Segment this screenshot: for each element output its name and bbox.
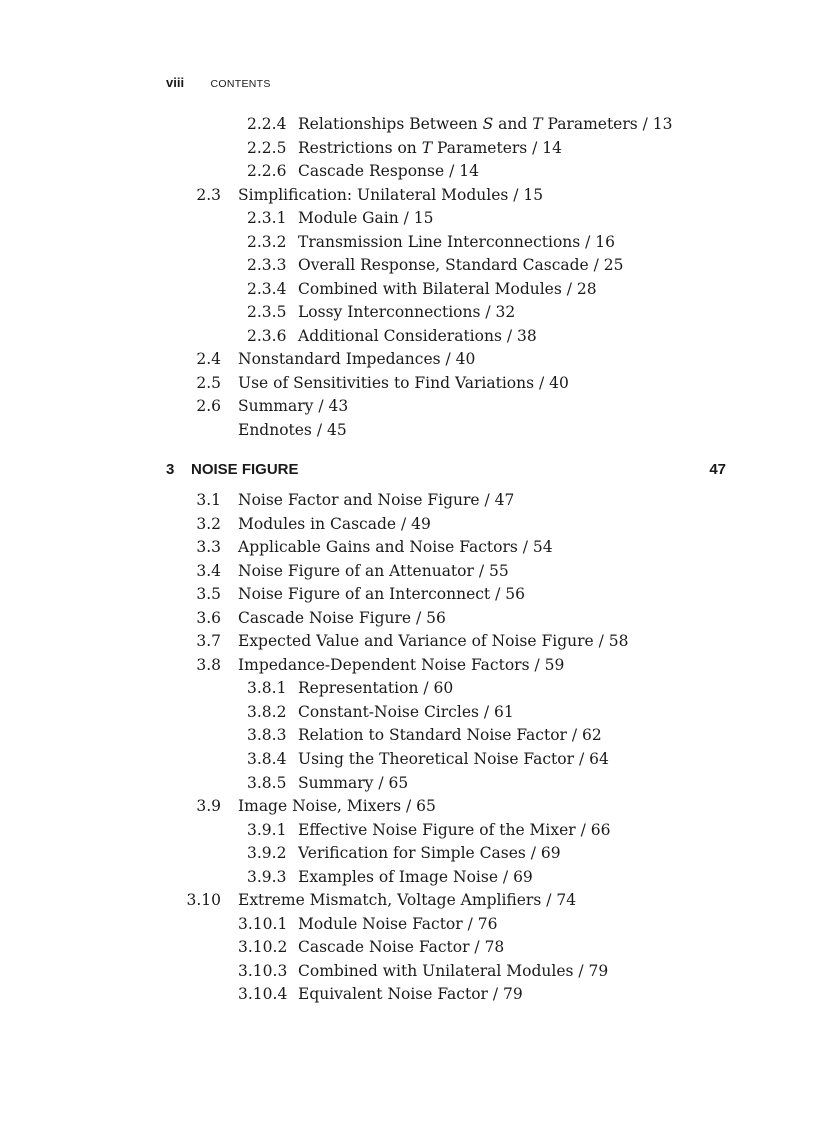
toc-entry-title: Equivalent Noise Factor / 79	[298, 985, 523, 1003]
toc-entry-title: Extreme Mismatch, Voltage Amplifiers / 74	[238, 891, 577, 909]
toc-entry-number: 3.8.2	[247, 703, 287, 721]
toc-entry-title: Module Gain / 15	[298, 209, 434, 227]
toc-entry-number: 2.3.5	[247, 303, 287, 321]
toc-entry-title: Use of Sensitivities to Find Variations / 40	[238, 374, 569, 392]
toc-entry-number: 2.2.5	[247, 139, 287, 157]
toc-entry-number: 3.4	[196, 562, 221, 580]
toc-entry-title: Simplification: Unilateral Modules / 15	[238, 186, 544, 204]
toc-entry-title: Expected Value and Variance of Noise Figure / 58	[238, 632, 629, 650]
toc-entry-number: 3.6	[196, 609, 221, 627]
toc-entry-title: Relation to Standard Noise Factor / 62	[298, 726, 602, 744]
toc-entry-number: 3.10.4	[238, 985, 288, 1003]
toc-entry-number: 2.3.6	[247, 327, 287, 345]
toc-entry-title: Applicable Gains and Noise Factors / 54	[238, 538, 553, 556]
toc-entry-number: 3.3	[196, 538, 221, 556]
toc-entry-title: Restrictions on T Parameters / 14	[298, 139, 563, 157]
toc-entry-number: 3.9.3	[247, 868, 287, 886]
toc-entry-number: 2.4	[196, 350, 221, 368]
page-number: viii	[166, 75, 185, 90]
toc-entry-number: 3.2	[196, 515, 221, 533]
toc-entry-title: Impedance-Dependent Noise Factors / 59	[238, 656, 565, 674]
running-head-label: CONTENTS	[210, 78, 271, 90]
toc-entry-title: Relationships Between S and T Parameters / 13	[298, 115, 673, 133]
toc-entry-title: Cascade Response / 14	[298, 162, 479, 180]
toc-entry-title: Overall Response, Standard Cascade / 25	[298, 256, 624, 274]
toc-entry-number: 3.8.1	[247, 679, 287, 697]
running-head	[166, 74, 271, 92]
toc-entry-number: 2.3.3	[247, 256, 287, 274]
toc-entry-title: Cascade Noise Factor / 78	[298, 938, 505, 956]
toc-entry-number: 3.9.2	[247, 844, 287, 862]
toc-entry-title: Constant-Noise Circles / 61	[298, 703, 514, 721]
toc-entry-number: 3.10	[186, 891, 221, 909]
toc-entry-number: 2.3.4	[247, 280, 287, 298]
toc-entry-title: Summary / 43	[238, 397, 349, 415]
toc-entry-number: 3.8	[196, 656, 221, 674]
toc-entry-title: Modules in Cascade / 49	[238, 515, 431, 533]
toc-entry-number: 2.5	[196, 374, 221, 392]
toc-entry-number: 3.8.5	[247, 774, 287, 792]
toc-entry-number: 3.8.3	[247, 726, 287, 744]
toc-entry-number: 2.6	[196, 397, 221, 415]
toc-entry-title: Effective Noise Figure of the Mixer / 66	[298, 821, 611, 839]
toc-entry-number: 3.10.1	[238, 915, 288, 933]
toc-entry-number: 3.5	[196, 585, 221, 603]
chapter-title: NOISE FIGURE	[191, 461, 299, 478]
toc-entry-title: Nonstandard Impedances / 40	[238, 350, 476, 368]
toc-entry-title: Summary / 65	[298, 774, 409, 792]
toc-entry-title: Lossy Interconnections / 32	[298, 303, 516, 321]
toc-entry-number: 3.10.2	[238, 938, 288, 956]
toc-entry-number: 3.9	[196, 797, 221, 815]
toc-entry-title: Combined with Bilateral Modules / 28	[298, 280, 597, 298]
toc-entry-number: 3.9.1	[247, 821, 287, 839]
toc-entry-title: Combined with Unilateral Modules / 79	[298, 962, 609, 980]
toc-entry-number: 2.3.2	[247, 233, 287, 251]
toc-entry-number: 3.8.4	[247, 750, 287, 768]
toc-entry-number: 2.3.1	[247, 209, 287, 227]
toc-entry-number: 2.3	[196, 186, 221, 204]
toc-entry-title: Using the Theoretical Noise Factor / 64	[298, 750, 609, 768]
chapter-heading[interactable]	[166, 459, 726, 481]
toc-entry-number: 2.2.6	[247, 162, 287, 180]
toc-entry-title: Noise Figure of an Interconnect / 56	[238, 585, 525, 603]
toc-entry-title: Transmission Line Interconnections / 16	[298, 233, 616, 251]
toc-entry-title: Cascade Noise Figure / 56	[238, 609, 446, 627]
toc-entry-title: Examples of Image Noise / 69	[298, 868, 533, 886]
toc-entry-title: Image Noise, Mixers / 65	[238, 797, 436, 815]
toc-entry-title: Noise Figure of an Attenuator / 55	[238, 562, 509, 580]
toc-entry-number: 3.10.3	[238, 962, 288, 980]
chapter-page: 47	[709, 461, 726, 478]
chapter-number: 3	[166, 461, 175, 478]
toc-entry-number: 3.1	[196, 491, 221, 509]
toc-entry-title: Additional Considerations / 38	[298, 327, 537, 345]
toc-entry-title: Noise Factor and Noise Figure / 47	[238, 491, 515, 509]
toc-entry-title: Verification for Simple Cases / 69	[298, 844, 561, 862]
toc-entry-title: Module Noise Factor / 76	[298, 915, 498, 933]
toc-entry-number: 3.7	[196, 632, 221, 650]
toc-entry-number: 2.2.4	[247, 115, 287, 133]
toc-entry-title: Representation / 60	[298, 679, 454, 697]
toc-entry-title: Endnotes / 45	[238, 421, 347, 439]
